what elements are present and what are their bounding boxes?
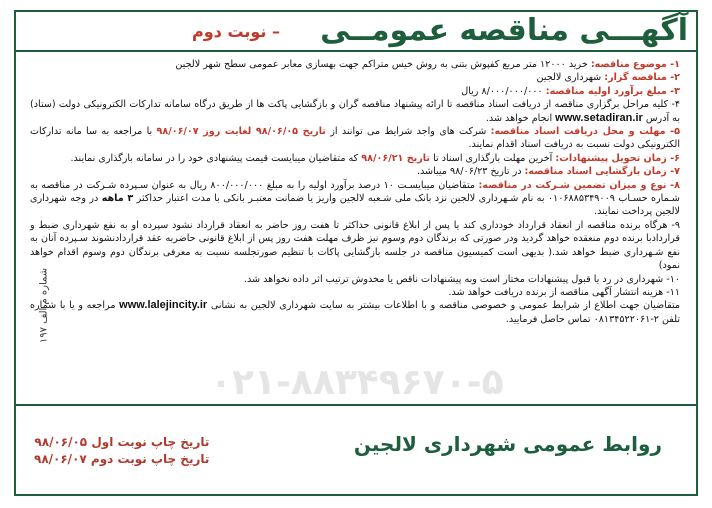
print-dates [34, 434, 209, 468]
item-5-text-a: شرکت های واجد شرایط می توانند از [325, 126, 491, 138]
phone-watermark: ۰۲۱-۸۸۳۴۹۶۷۰-۵ [210, 362, 504, 403]
item-7-label: ۷- زمان بازگشایی اسناد مناقصه: [524, 166, 680, 178]
print-date-second: تاریخ چاپ نوبت دوم ۹۸/۰۶/۰۷ [34, 452, 210, 466]
item-5 [30, 125, 680, 152]
item-1-label: ۱- موضوع مناقصه: [590, 59, 680, 70]
item-8-label: ۸- نوع و میزان تضمین شـرکت در مناقصه: [478, 179, 681, 191]
item-3-text: ۸/۰۰۰/۰۰۰/۰۰۰ ریال [461, 85, 546, 97]
municipality-website: www.lalejincity.ir [119, 299, 208, 312]
item-6-date: تاریخ ۹۸/۰۶/۲۱ [361, 152, 431, 164]
title-divider [14, 50, 698, 52]
item-7 [30, 165, 680, 178]
publisher-name: روابط عمومی شهرداری لالجین [353, 432, 662, 456]
item-7-text: در تاریخ ۹۸/۰۶/۲۳ میباشد. [416, 166, 525, 178]
print-date-first: تاریخ چاپ نوبت اول ۹۸/۰۶/۰۵ [34, 435, 210, 449]
item-8-duration: ۳ ماهه [101, 193, 134, 205]
item-6 [30, 152, 680, 165]
item-8 [30, 179, 680, 219]
item-2 [30, 71, 680, 84]
notice-footer [14, 406, 698, 496]
item-4-tail: انجام خواهد شد. [485, 112, 556, 124]
notice-body [30, 58, 680, 408]
item-9: ۹- هرگاه برنده مناقصه از انعقاد قرارداد خودداری کند یا پس از ابلاغ قانونی حداکثر تا هفت روز حاضر به انعقاد قرارداد نشود سپرده او به نفع شهرداری ضبط و قراردادبا برنده دوم منعقده خواهد گردید ودر صورتی که برندگان دوم وسوم نیز ظرف مهلت هفت روز پس از ابلاغ قانونی حاضربه عقد قراردادنشوند سـپرده آنان به نفع شـهرداری ضبط خواهد شد.( بدیهی است کمیسیون مناقصه در جلسه بازگشایی پاکات با تنظیم صورتجلسه نسبت به معرفی برندگان دوم وسوم اقدام خواهد نمود) [30, 219, 680, 272]
item-6-label: ۶- زمان تحویل پیشنهادات: [555, 152, 680, 164]
closing-text-b: مراجعه و یا با شماره تلفن ۲-۰۸۱۳۴۵۲۲۰۶۱ تماس حاصل فرمایید. [30, 300, 680, 325]
item-4-text: ۴- کلیه مراحل برگزاری مناقصه از دریافت اسناد مناقصه تا ارائه پیشنهاد مناقصه گران و بازگشایی پاکت ها از طریق درگاه سامانه تدارکات الکترونیکی دولت (ستاد) به آدرس [30, 99, 680, 124]
item-4 [30, 98, 680, 125]
notice-header [14, 10, 698, 52]
item-6-text-b: که متقاضیان میبایست قیمت پیشنهادی خود را در سامانه بارگذاری نمایند. [70, 152, 362, 164]
notice-number: شماره م الف ۱۹۷ [38, 267, 50, 344]
item-10: ۱۰- شهرداری در رد یا قبول پیشنهادات مختار است وبه پیشنهادات ناقص یا مخدوش ترتیب اثر داده نخواهد شد. [243, 273, 680, 285]
item-3 [30, 85, 680, 98]
item-3-label: ۳- مبلغ برآورد اولیه مناقصه: [545, 85, 680, 97]
item-2-text: شهرداری لالجین [536, 72, 605, 84]
item-11: ۱۱- هزینه انتشار آگهی مناقصه از برنده دریافت خواهد شد. [448, 286, 680, 298]
setad-website: www.setadiran.ir [555, 111, 643, 124]
item-5-label: ۵- مهلت و محل دریافت اسناد مناقصه: [490, 126, 680, 138]
item-2-label: ۲- مناقصه گزار: [604, 72, 680, 84]
item-8-text-b: در وجه شهرداری لالجین پرداخت نمایند. [30, 193, 680, 218]
item-6-text-a: آخرین مهلت بارگذاری اسناد تا [430, 152, 556, 164]
closing-text-a: متقاضیان جهت اطلاع از شرایط عمومی و خصوصی مناقصه و با اطلاعات بیشتر به سایت شهرداری لالجین به نشانی [207, 300, 680, 312]
item-1 [30, 58, 680, 71]
item-1-text: خرید ۱۲۰۰۰ متر مربع کفپوش بتنی به روش خیس متراکم جهت بهسازی معابر عمومی سطح شهر لالجین [175, 59, 591, 70]
notice-subtitle: – نوبت دوم [191, 22, 280, 41]
item-5-text-b: با مراجعه به سا مانه تدارکات الکترونیکی دولت نسبت به دریافت اسناد اقدام نمایند. [30, 126, 680, 151]
item-8-text-a: متقاضیان میبایسـت ۱۰ درصد برآورد اولیه را به مبلغ ۸۰۰/۰۰۰/۰۰۰ ریال به عنوان سـپرده شـرکت در مناقصه به شـماره حسـاب ۰۱۰۶۸۸۵۳۴۹۰۰۹ به نام شـهرداری لالجین نزد بانک ملی شـعبه لالجین واریز یا ضمانت معتبـر بانکی با مدت اعتبار حداکثر [30, 179, 680, 205]
notice-title: آگهـــی مناقصه عمومــی [320, 13, 688, 48]
item-5-date: تاریخ ۹۸/۰۶/۰۵ لغایت روز ۹۸/۰۶/۰۷ [156, 126, 326, 138]
closing-note [30, 299, 680, 326]
